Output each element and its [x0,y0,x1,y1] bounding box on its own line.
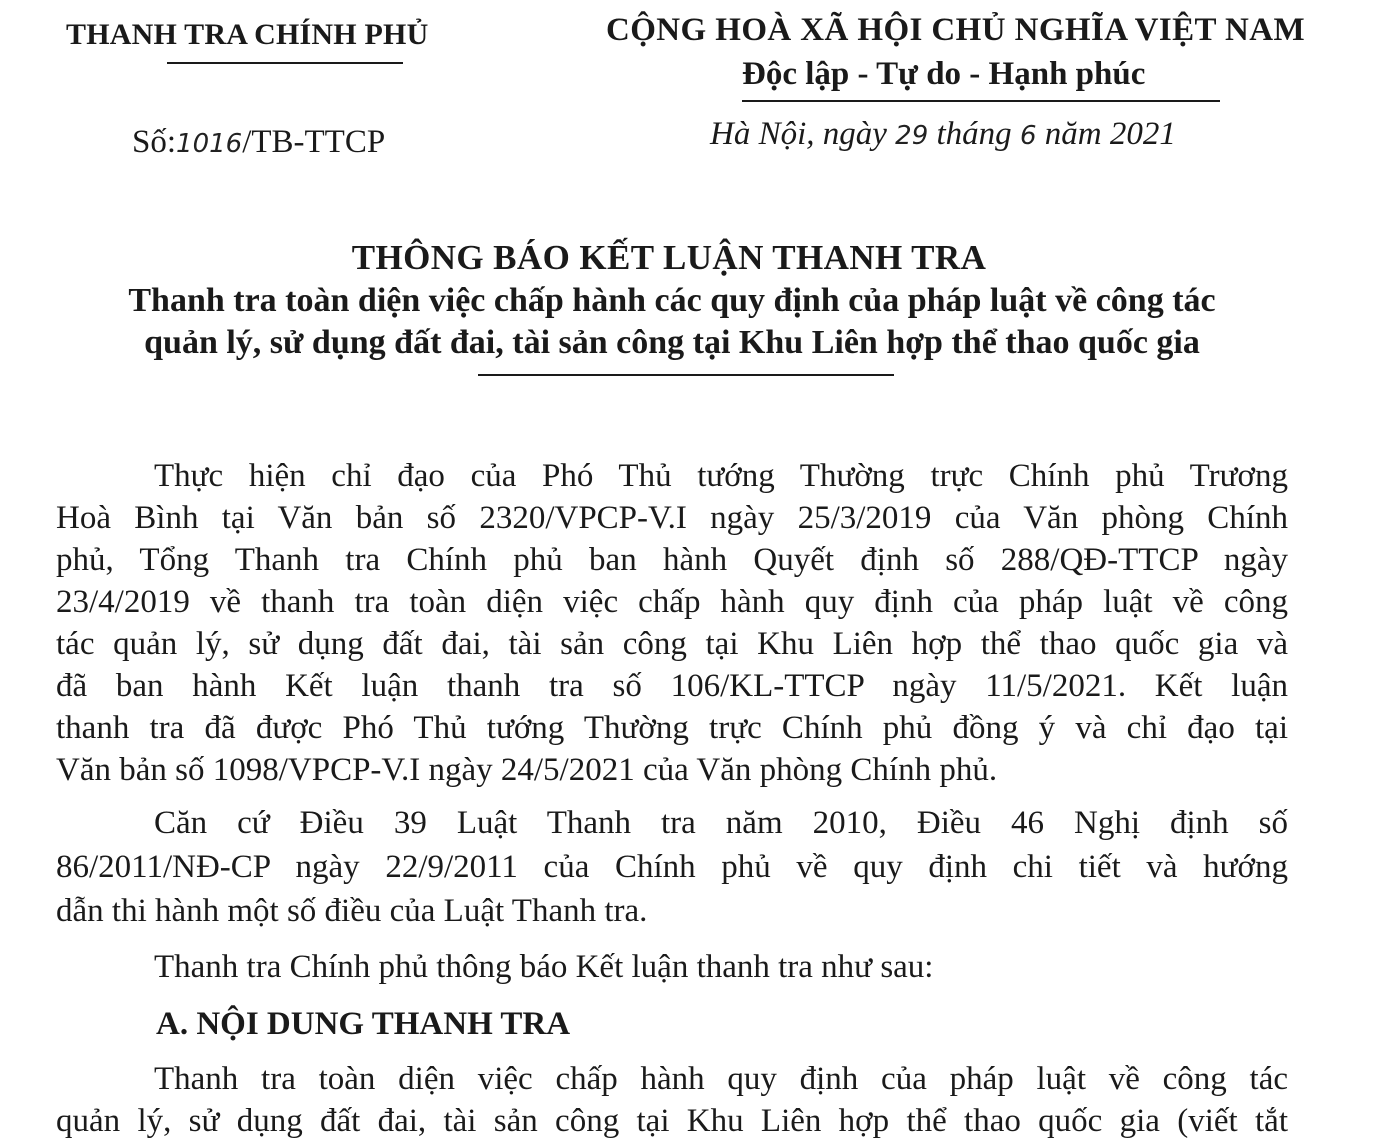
date-prefix: Hà Nội, ngày [710,116,896,152]
paragraph-2-line-1: Căn cứ Điều 39 Luật Thanh tra năm 2010, Điều 46 Nghị định số [154,805,1288,841]
doc-number-prefix: Số: [132,124,177,160]
date-year-label: năm 2021 [1036,116,1176,152]
paragraph-1-line-1: Thực hiện chỉ đạo của Phó Thủ tướng Thường trực Chính phủ Trương [154,458,1288,494]
paragraph-1-line-8: Văn bản số 1098/VPCP-V.I ngày 24/5/2021 của Văn phòng Chính phủ. [56,752,998,788]
section-a-heading: A. NỘI DUNG THANH TRA [156,1006,571,1042]
paragraph-2-line-2: 86/2011/NĐ-CP ngày 22/9/2011 của Chính phủ về quy định chi tiết và hướng [56,849,1288,885]
document-subtitle-line-2: quản lý, sử dụng đất đai, tài sản công tại Khu Liên hợp thể thao quốc gia [144,324,1200,361]
national-motto: Độc lập - Tự do - Hạnh phúc [742,56,1146,92]
doc-number-handwritten: 1016 [176,129,243,159]
document-number [132,124,385,161]
national-title: CỘNG HOÀ XÃ HỘI CHỦ NGHĨA VIỆT NAM [606,12,1306,48]
paragraph-1-line-5: tác quản lý, sử dụng đất đai, tài sản công tại Khu Liên hợp thể thao quốc gia và [56,626,1288,662]
paragraph-1-line-6: đã ban hành Kết luận thanh tra số 106/KL-TTCP ngày 11/5/2021. Kết luận [56,668,1288,704]
date-month-handwritten: 6 [1019,121,1037,151]
document-title: THÔNG BÁO KẾT LUẬN THANH TRA [351,238,987,277]
paragraph-1-line-7: thanh tra đã được Phó Thủ tướng Thường trực Chính phủ đồng ý và chỉ đạo tại [56,710,1288,746]
paragraph-2-line-3: dẫn thi hành một số điều của Luật Thanh tra. [56,893,648,929]
agency-underline [167,62,403,64]
paragraph-1-line-3: phủ, Tổng Thanh tra Chính phủ ban hành Quyết định số 288/QĐ-TTCP ngày [56,542,1288,578]
paragraph-1-line-4: 23/4/2019 về thanh tra toàn diện việc chấp hành quy định của pháp luật về công [56,584,1288,620]
date-day-handwritten: 29 [895,121,929,151]
doc-number-suffix: /TB-TTCP [242,124,386,160]
paragraph-1-line-2: Hoà Bình tại Văn bản số 2320/VPCP-V.I ngày 25/3/2019 của Văn phòng Chính [56,500,1288,536]
date-line [710,116,1176,153]
paragraph-4-line-1: Thanh tra toàn diện việc chấp hành quy định của pháp luật về công tác [154,1061,1288,1097]
paragraph-3: Thanh tra Chính phủ thông báo Kết luận thanh tra như sau: [154,949,934,985]
motto-underline [742,100,1220,102]
document-subtitle-line-1: Thanh tra toàn diện việc chấp hành các quy định của pháp luật về công tác [128,282,1216,319]
issuing-agency: THANH TRA CHÍNH PHỦ [66,18,429,51]
paragraph-4-line-2: quản lý, sử dụng đất đai, tài sản công tại Khu Liên hợp thể thao quốc gia (viết tắt [56,1103,1288,1139]
date-month-label: tháng [928,116,1020,152]
title-underline [478,374,894,376]
